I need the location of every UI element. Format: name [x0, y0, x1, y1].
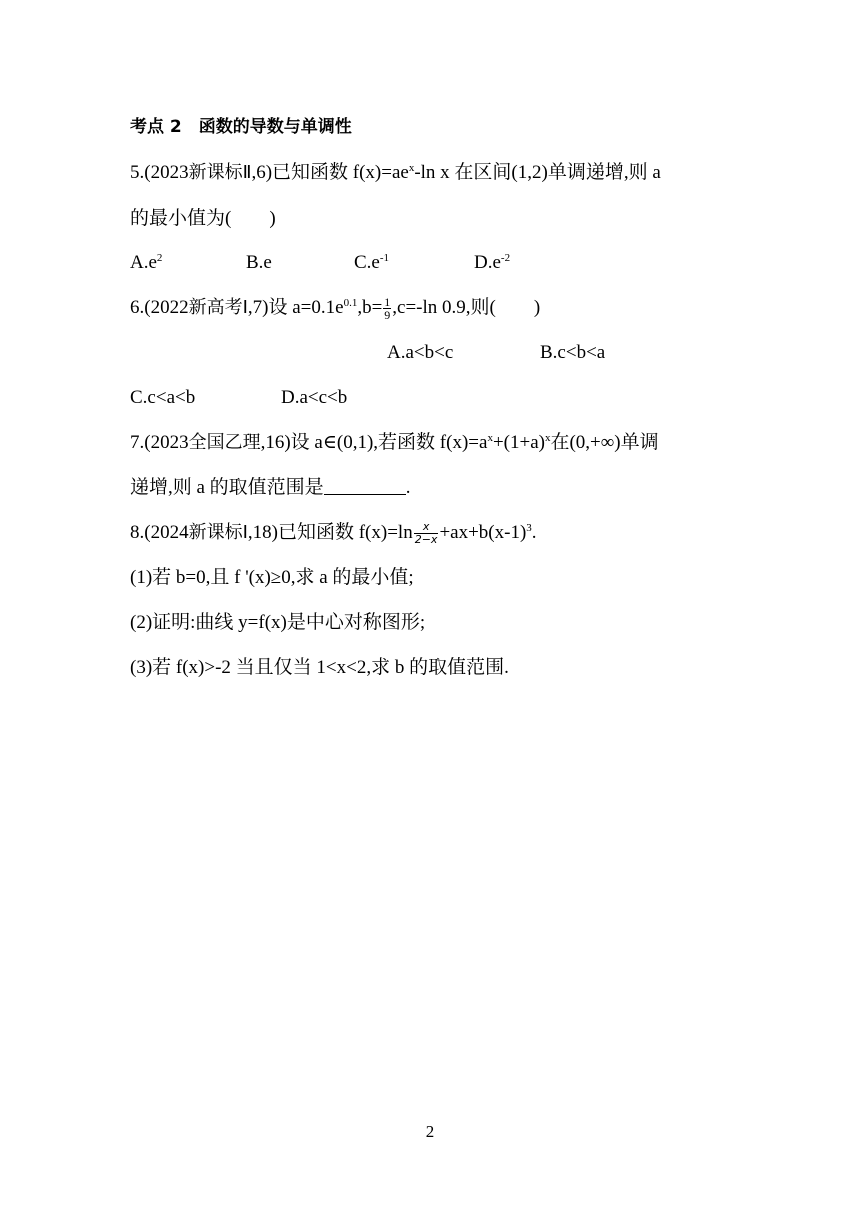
q8-part-2: (2)证明:曲线 y=f(x)是中心对称图形;: [130, 612, 426, 633]
q5-stem-a: ,6)已知函数 f(x)=ae: [251, 162, 409, 183]
q8-source: 新课标Ⅰ: [188, 522, 248, 543]
question-7-line-2: [130, 476, 410, 500]
q6-option-a: A.a<b<c: [387, 342, 454, 363]
section-heading: 考点 2 函数的导数与单调性: [130, 117, 352, 137]
q5-option-c-sup: -1: [379, 252, 390, 264]
q6-frac-den: 9: [384, 308, 391, 323]
answer-blank[interactable]: [324, 476, 406, 495]
q5-option-c: [354, 251, 389, 275]
question-7-line-1: [130, 431, 659, 455]
question-6-line-1: [130, 296, 540, 321]
q5-stem-b: -ln x 在区间(1,2)单调递增,则 a: [414, 162, 661, 183]
q5-option-a-sup: 2: [156, 252, 163, 264]
q5-option-a-text: A.e: [130, 252, 157, 273]
q5-number: 5.(: [130, 162, 151, 183]
q8-frac-num: x: [414, 521, 439, 534]
q6-source: 新高考Ⅰ: [188, 297, 248, 318]
q7-stem-b: +(1+a): [492, 432, 545, 453]
question-5-line-2: 的最小值为( ): [130, 208, 276, 229]
q5-sup-x: x: [408, 162, 415, 174]
q6-option-c: C.c<a<b: [130, 387, 196, 408]
q6-option-d: D.a<c<b: [281, 387, 348, 408]
q5-option-a: [130, 251, 162, 275]
q8-number: 8.(: [130, 522, 151, 543]
q8-sup-3: 3: [526, 522, 532, 534]
q7-source: 全国乙理: [188, 432, 261, 453]
q6-number: 6.(: [130, 297, 151, 318]
question-8-line-1: [130, 521, 537, 546]
q7-number: 7.(: [130, 432, 151, 453]
q7-stem-e: .: [405, 477, 411, 498]
q5-option-c-text: C.e: [354, 252, 380, 273]
q5-option-d-sup: -2: [500, 252, 511, 264]
q8-part-3: (3)若 f(x)>-2 当且仅当 1<x<2,求 b 的取值范围.: [130, 657, 509, 678]
q8-frac-den: 2−x: [414, 533, 438, 547]
q7-year: 2023: [150, 432, 189, 453]
q8-stem-a: ,18)已知函数 f(x)=ln: [247, 522, 413, 543]
q6-stem-b: ,b=: [357, 297, 383, 318]
q6-frac-num: 1: [384, 295, 391, 310]
q5-option-b: B.e: [246, 252, 272, 273]
q6-stem-a: ,7)设 a=0.1e: [247, 297, 344, 318]
q6-sup-01: 0.1: [343, 297, 358, 309]
q6-option-b: B.c<b<a: [540, 342, 606, 363]
q7-stem-a: ,16)设 a∈(0,1),若函数 f(x)=a: [260, 432, 488, 453]
q7-stem-d: 递增,则 a 的取值范围是: [130, 477, 324, 498]
q6-year: 2022: [150, 297, 189, 318]
q5-year: 2023: [150, 162, 189, 183]
q7-stem-c: 在(0,+∞)单调: [550, 432, 659, 453]
q8-stem-b: +ax+b(x-1): [439, 522, 527, 543]
q6-fraction: [383, 296, 391, 321]
q7-sup-x1: x: [487, 432, 493, 444]
q8-part-1: (1)若 b=0,且 f '(x)≥0,求 a 的最小值;: [130, 567, 414, 588]
page-number: 2: [425, 1122, 435, 1141]
q5-source: 新课标Ⅱ: [188, 162, 252, 183]
q5-option-d: [474, 251, 510, 275]
q8-year: 2024: [150, 522, 189, 543]
q7-sup-x2: x: [544, 432, 551, 444]
q5-option-d-text: D.e: [474, 252, 501, 273]
q6-stem-c: ,c=-ln 0.9,则( ): [392, 297, 541, 318]
q8-stem-c: .: [531, 522, 537, 543]
question-5-line-1: [130, 161, 661, 185]
q8-fraction: [414, 521, 439, 546]
